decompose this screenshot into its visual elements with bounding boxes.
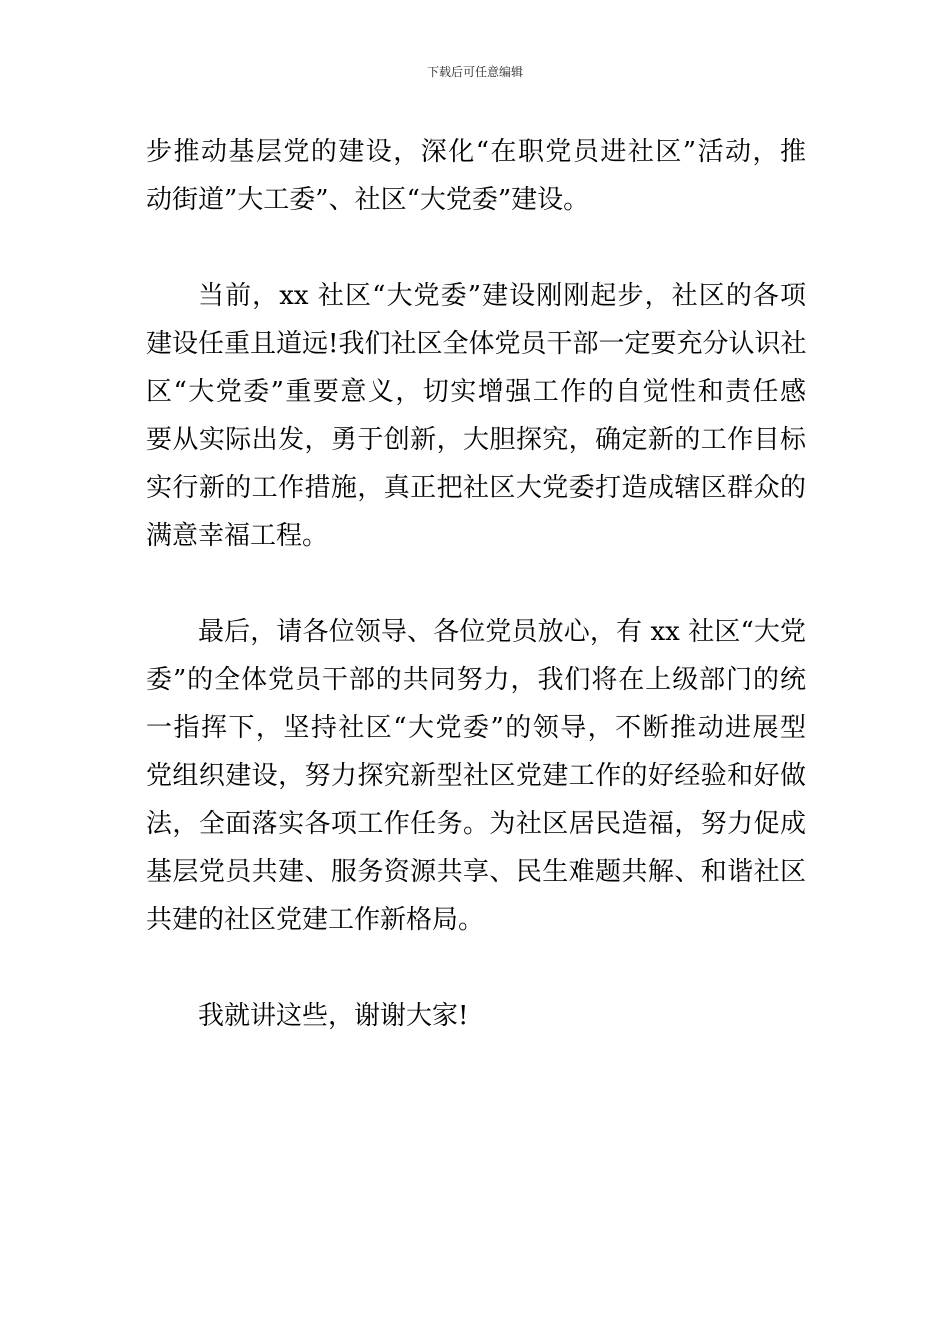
paragraph-line: 委”的全体党员干部的共同努力，我们将在上级部门的统 — [146, 665, 806, 695]
paragraph-4 — [146, 992, 806, 1040]
paragraph-line: 党组织建设，努力探究新型社区党建工作的好经验和好做 — [146, 761, 806, 791]
paragraph-line: 我就讲这些，谢谢大家! — [198, 1001, 469, 1031]
paragraph-line: 最后，请各位领导、各位党员放心，有 xx 社区“大党 — [198, 617, 806, 647]
document-body — [146, 128, 806, 1040]
paragraph-line: 实行新的工作措施，真正把社区大党委打造成辖区群众的 — [146, 473, 806, 503]
paragraph-line: 动街道”大工委”、社区“大党委”建设。 — [146, 185, 590, 215]
paragraph-3 — [146, 608, 806, 944]
paragraph-2 — [146, 272, 806, 560]
paragraph-line: 法，全面落实各项工作任务。为社区居民造福，努力促成 — [146, 809, 806, 839]
paragraph-line: 基层党员共建、服务资源共享、民生难题共解、和谐社区 — [146, 857, 806, 887]
paragraph-line: 区“大党委”重要意义，切实增强工作的自觉性和责任感 — [146, 377, 806, 407]
paragraph-line: 要从实际出发，勇于创新，大胆探究，确定新的工作目标 — [146, 425, 806, 455]
paragraph-line: 步推动基层党的建设，深化“在职党员进社区”活动，推 — [146, 137, 806, 167]
paragraph-line: 共建的社区党建工作新格局。 — [146, 905, 485, 935]
paragraph-spacer — [146, 224, 806, 272]
paragraph-1 — [146, 128, 806, 224]
paragraph-line: 当前，xx 社区“大党委”建设刚刚起步，社区的各项 — [198, 281, 806, 311]
paragraph-line: 一指挥下，坚持社区“大党委”的领导，不断推动进展型 — [146, 713, 806, 743]
paragraph-spacer — [146, 560, 806, 608]
paragraph-line: 建设任重且道远!我们社区全体党员干部一定要充分认识社 — [146, 329, 807, 359]
page-header: 下载后可任意编辑 — [426, 65, 523, 79]
paragraph-line: 满意幸福工程。 — [146, 521, 329, 551]
paragraph-spacer — [146, 944, 806, 992]
